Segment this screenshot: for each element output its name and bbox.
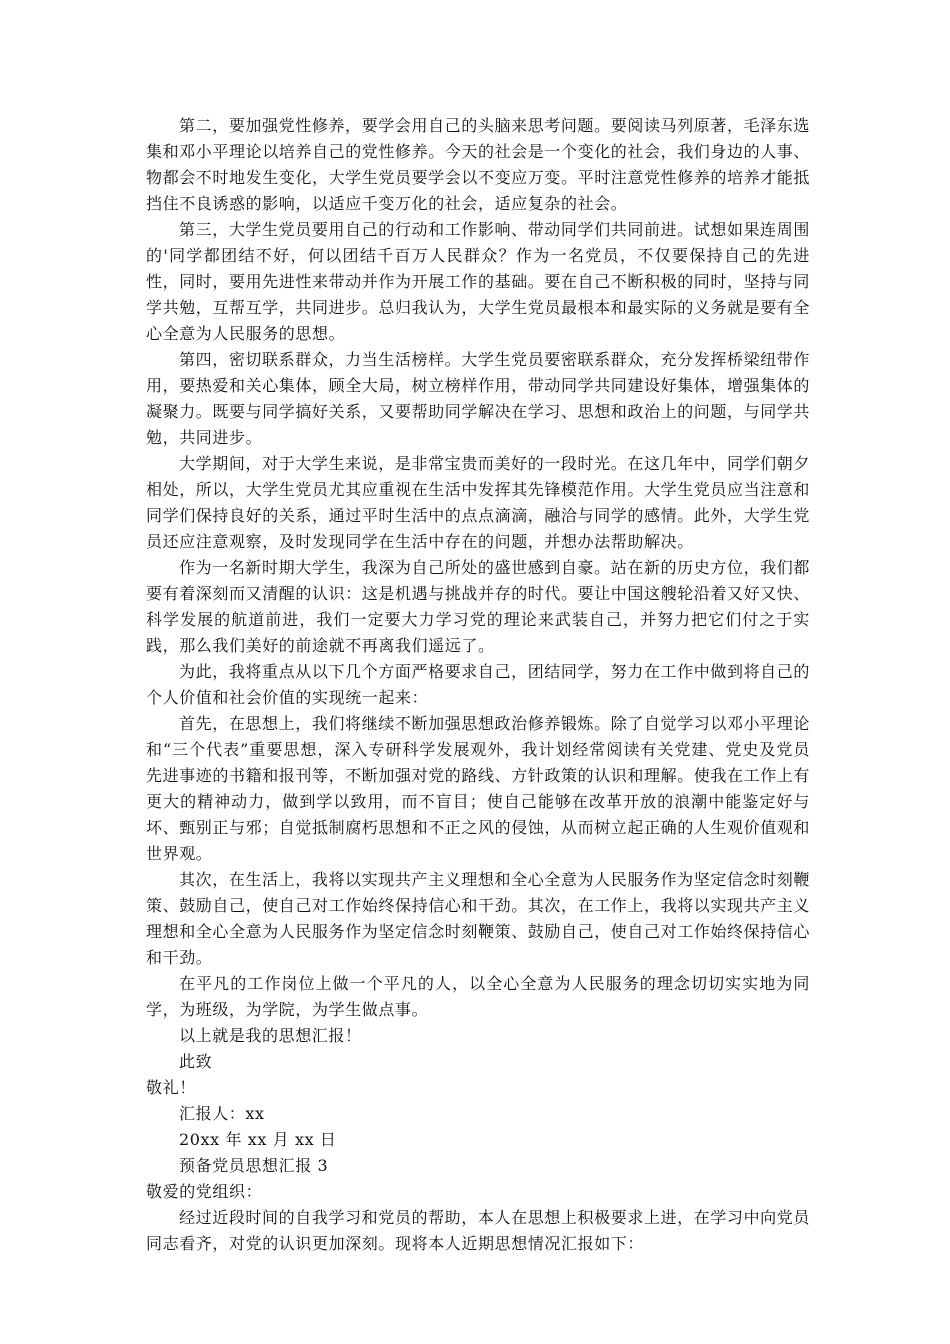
next-report-paragraph: 经过近段时间的自我学习和党员的帮助，本人在思想上积极要求上进，在学习中向党员同志看齐，对党的认识更加深刻。现将本人近期思想情况汇报如下： — [146, 1208, 810, 1253]
salutation-to: 此致 — [179, 1052, 213, 1071]
document-body — [146, 113, 810, 1257]
paragraph-therefore: 为此，我将重点从以下几个方面严格要求自己，团结同学，努力在工作中做到将自己的个人价值和社会价值的实现统一起来： — [146, 662, 810, 707]
paragraph-first-thought: 首先，在思想上，我们将继续不断加强思想政治修养锻炼。除了自觉学习以邓小平理论和“三个代表”重要思想，深入专研科学发展观外，我计划经常阅读有关党建、党史及党员先进事迹的书籍和报刊等，不断加强对党的路线、方针政策的认识和理解。使我在工作上有更大的精神动力，做到学以致用，而不盲目；使自己能够在改革开放的浪潮中能鉴定好与坏、甄别正与邪；自觉抵制腐朽思想和不正之风的侵蚀，从而树立起正确的人生观价值观和世界观。 — [146, 714, 811, 863]
salutation-respect: 敬礼！ — [146, 1078, 196, 1097]
next-report-greeting: 敬爱的党组织： — [146, 1182, 263, 1201]
paragraph-third: 第三，大学生党员要用自己的行动和工作影响、带动同学们共同前进。试想如果连周围的'同学都团结不好，何以团结千百万人民群众？作为一名党员，不仅要保持自己的先进性，同时，要用先进性来带动并作为开展工作的基础。要在自己不断积极的同时，坚持与同学共勉，互帮互学，共同进步。总归我认为，大学生党员最根本和最实际的义务就是要有全心全意为人民服务的思想。 — [146, 220, 811, 343]
paragraph-university: 大学期间，对于大学生来说，是非常宝贵而美好的一段时光。在这几年中，同学们朝夕相处，所以，大学生党员尤其应重视在生活中发挥其先锋模范作用。大学生党员应当注意和同学们保持良好的关系，通过平时生活中的点点滴滴，融洽与同学的感情。此外，大学生党员还应注意观察，及时发现同学在生活中存在的问题，并想办法帮助解决。 — [146, 454, 811, 551]
next-report-title: 预备党员思想汇报 3 — [179, 1156, 329, 1175]
paragraph-ordinary-post: 在平凡的工作岗位上做一个平凡的人，以全心全意为人民服务的理念切切实实地为同学，为班级，为学院，为学生做点事。 — [146, 974, 810, 1019]
closing-line: 以上就是我的思想汇报！ — [179, 1026, 362, 1045]
paragraph-second-life: 其次，在生活上，我将以实现共产主义理想和全心全意为人民服务作为坚定信念时刻鞭策、鼓励自己，使自己对工作始终保持信心和干劲。其次，在工作上，我将以实现共产主义理想和全心全意为人民服务作为坚定信念时刻鞭策、鼓励自己，使自己对工作始终保持信心和干劲。 — [146, 870, 811, 967]
reporter-line: 汇报人：xx — [179, 1104, 265, 1123]
paragraph-second: 第二，要加强党性修养，要学会用自己的头脑来思考问题。要阅读马列原著，毛泽东选集和邓小平理论以培养自己的党性修养。今天的社会是一个变化的社会，我们身边的人事、物都会不时地发生变化，大学生党员要学会以不变应万变。平时注意党性修养的培养才能抵挡住不良诱惑的影响，以适应千变万化的社会，适应复杂的社会。 — [146, 116, 811, 213]
paragraph-new-era: 作为一名新时期大学生，我深为自己所处的盛世感到自豪。站在新的历史方位，我们都要有着深刻而又清醒的认识：这是机遇与挑战并存的时代。要让中国这艘轮沿着又好又快、科学发展的航道前进，我们一定要大力学习党的理论来武装自己，并努力把它们付之于实践，那么我们美好的前途就不再离我们遥远了。 — [146, 558, 811, 655]
date-line: 20xx 年 xx 月 xx 日 — [179, 1130, 337, 1149]
paragraph-fourth: 第四，密切联系群众，力当生活榜样。大学生党员要密联系群众，充分发挥桥梁纽带作用，要热爱和关心集体，顾全大局，树立榜样作用，带动同学共同建设好集体，增强集体的凝聚力。既要与同学搞好关系，又要帮助同学解决在学习、思想和政治上的问题，与同学共勉，共同进步。 — [146, 350, 811, 447]
